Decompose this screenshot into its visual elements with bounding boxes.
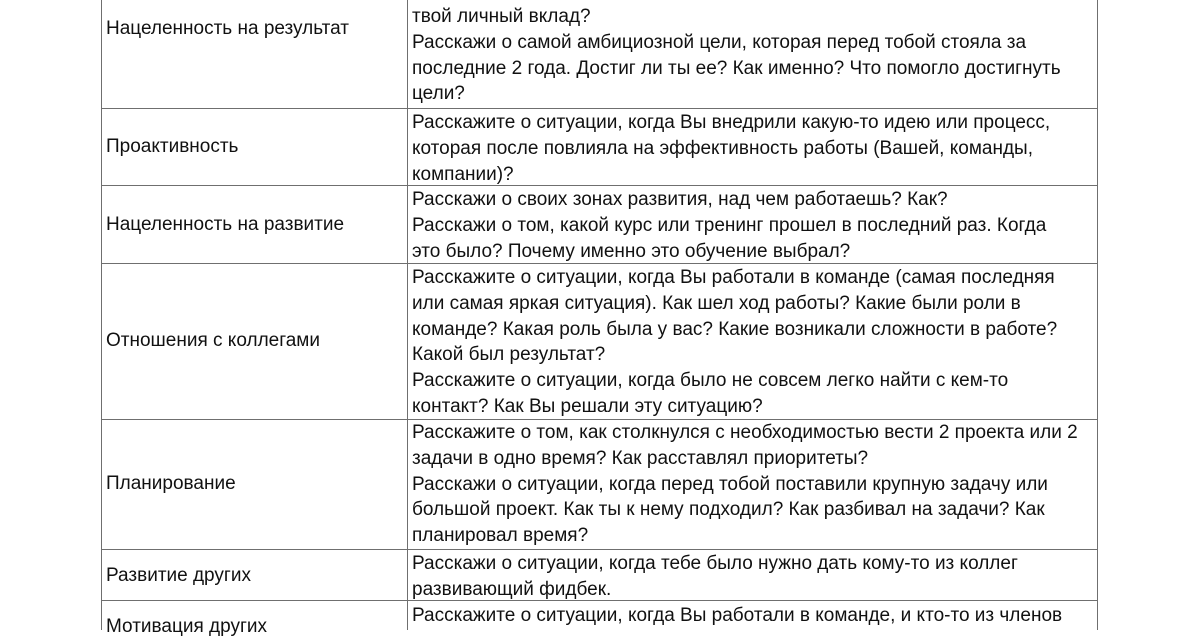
question-line: или самая яркая ситуация). Как шел ход работы? Какие были роли в [412,292,1021,314]
question-line: Расскажи о ситуации, когда тебе было нужно дать кому-то из коллег [412,553,1018,574]
question-line: твой личный вклад? [412,6,591,27]
question-line: Расскажите о том, как столкнулся с необходимостью вести 2 проекта или 2 [412,422,1078,443]
questions-cell [412,603,1096,629]
question-line: планировал время? [412,525,589,547]
competency-cell: Проактивность [106,136,239,157]
question-line: Расскажи о том, какой курс или тренинг прошел в последний раз. Когда [412,214,1047,236]
competency-cell: Планирование [106,473,236,494]
competency-cell: Мотивация других [106,616,267,637]
question-line: это было? Почему именно это обучение выбрал? [412,240,851,262]
column-border-left [101,0,102,630]
column-border-right [1097,0,1098,630]
question-line: Какой был результат? [412,344,606,366]
question-line: компании)? [412,163,514,185]
row-border [101,549,1098,550]
questions-cell [412,420,1096,549]
competency-cell: Отношения с коллегами [106,330,320,351]
question-line: большой проект. Как ты к нему подходил? Как разбивал на задачи? Как [412,499,1045,521]
questions-cell [412,110,1096,187]
question-line: Расскажи о своих зонах развития, над чем работаешь? Как? [412,189,948,210]
question-line: последние 2 года. Достиг ли ты ее? Как именно? Что помогло достигнуть [412,57,1061,79]
question-line: контакт? Как Вы решали эту ситуацию? [412,395,763,417]
questions-cell [412,551,1096,603]
competency-cell: Развитие других [106,565,251,586]
question-line: задачи в одно время? Как расставлял приоритеты? [412,447,869,469]
column-border-middle [407,0,408,630]
question-line: Расскажите о ситуации, когда было не совсем легко найти с кем-то [412,370,1009,392]
row-border [101,108,1098,109]
question-line: команде? Какая роль была у вас? Какие возникали сложности в работе? [412,318,1058,340]
competency-cell: Нацеленность на развитие [106,214,345,235]
questions-cell [412,4,1096,107]
question-line: Расскажите о ситуации, когда Вы работали в команде (самая последняя [412,267,1055,288]
question-line: Расскажи о ситуации, когда перед тобой поставили крупную задачу или [412,473,1048,495]
competency-cell: Нацеленность на результат [106,18,349,39]
questions-cell [412,265,1096,420]
questions-cell [412,187,1096,264]
question-line: Расскажите о ситуации, когда Вы работали в команде, и кто-то из членов [412,605,1063,626]
question-line: которая после повлияла на эффективность работы (Вашей, команды, [412,137,1033,159]
question-line: Расскажи о самой амбициозной цели, которая перед тобой стояла за [412,31,1027,53]
question-line: Расскажите о ситуации, когда Вы внедрили какую-то идею или процесс, [412,112,1051,133]
question-line: развивающий фидбек. [412,578,612,600]
question-line: цели? [412,83,465,105]
